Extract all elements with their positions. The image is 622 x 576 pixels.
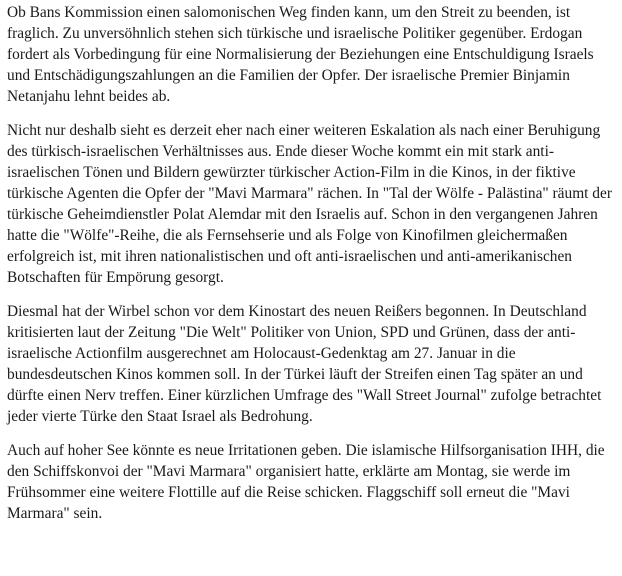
article-paragraph-2: Nicht nur deshalb sieht es derzeit eher nach einer weiteren Eskalation als nach einer Beruhigung des türkisch-israelischen Verhältnisses aus. Ende dieser Woche kommt ein mit stark anti-israelischen Tönen und Bildern gewürzter türkischer Action-Film in die Kinos, in der fiktive türkische Agenten die Opfer der "Mavi Marmara" rächen. In "Tal der Wölfe - Palästina" räumt der türkische Geheimdienstler Polat Alemdar mit den Israelis auf. Schon in den vergangenen Jahren hatte die "Wölfe"-Reihe, die als Fernsehserie und als Folge von Kinofilmen gleichermaßen erfolgreich ist, mit ihren nationalistischen und oft anti-israelischen und anti-amerikanischen Botschaften für Empörung gesorgt. bbox=[7, 122, 612, 286]
article-paragraph-1: Ob Bans Kommission einen salomonischen Weg finden kann, um den Streit zu beenden, ist fraglich. Zu unversöhnlich stehen sich türkische und israelische Politiker gegenüber. Erdogan fordert als Vorbedingung für eine Normalisierung der Beziehungen eine Entschuldigung Israels und Entschädigungszahlungen an die Familien der Opfer. Der israelische Premier Binjamin Netanjahu lehnt beides ab. bbox=[7, 4, 594, 105]
article-paragraph-3: Diesmal hat der Wirbel schon vor dem Kinostart des neuen Reißers begonnen. In Deutschland kritisierten laut der Zeitung "Die Welt" Politiker von Union, SPD und Grünen, dass der anti-israelische Actionfilm ausgerechnet am Holocaust-Gedenktag am 27. Januar in die bundesdeutschen Kinos kommen soll. In der Türkei läuft der Streifen einen Tag später an und dürfte einen Nerv treffen. Einer kürzlichen Umfrage des "Wall Street Journal" zufolge betrachtet jeder vierte Türke den Staat Israel als Bedrohung. bbox=[7, 303, 602, 425]
article-paragraph-4: Auch auf hoher See könnte es neue Irritationen geben. Die islamische Hilfsorganisation IHH, die den Schiffskonvoi der "Mavi Marmara" organisiert hatte, erklärte am Montag, sie werde im Frühsommer eine weitere Flottille auf die Reise schicken. Flaggschiff soll erneut die "Mavi Marmara" sein. bbox=[7, 442, 605, 522]
